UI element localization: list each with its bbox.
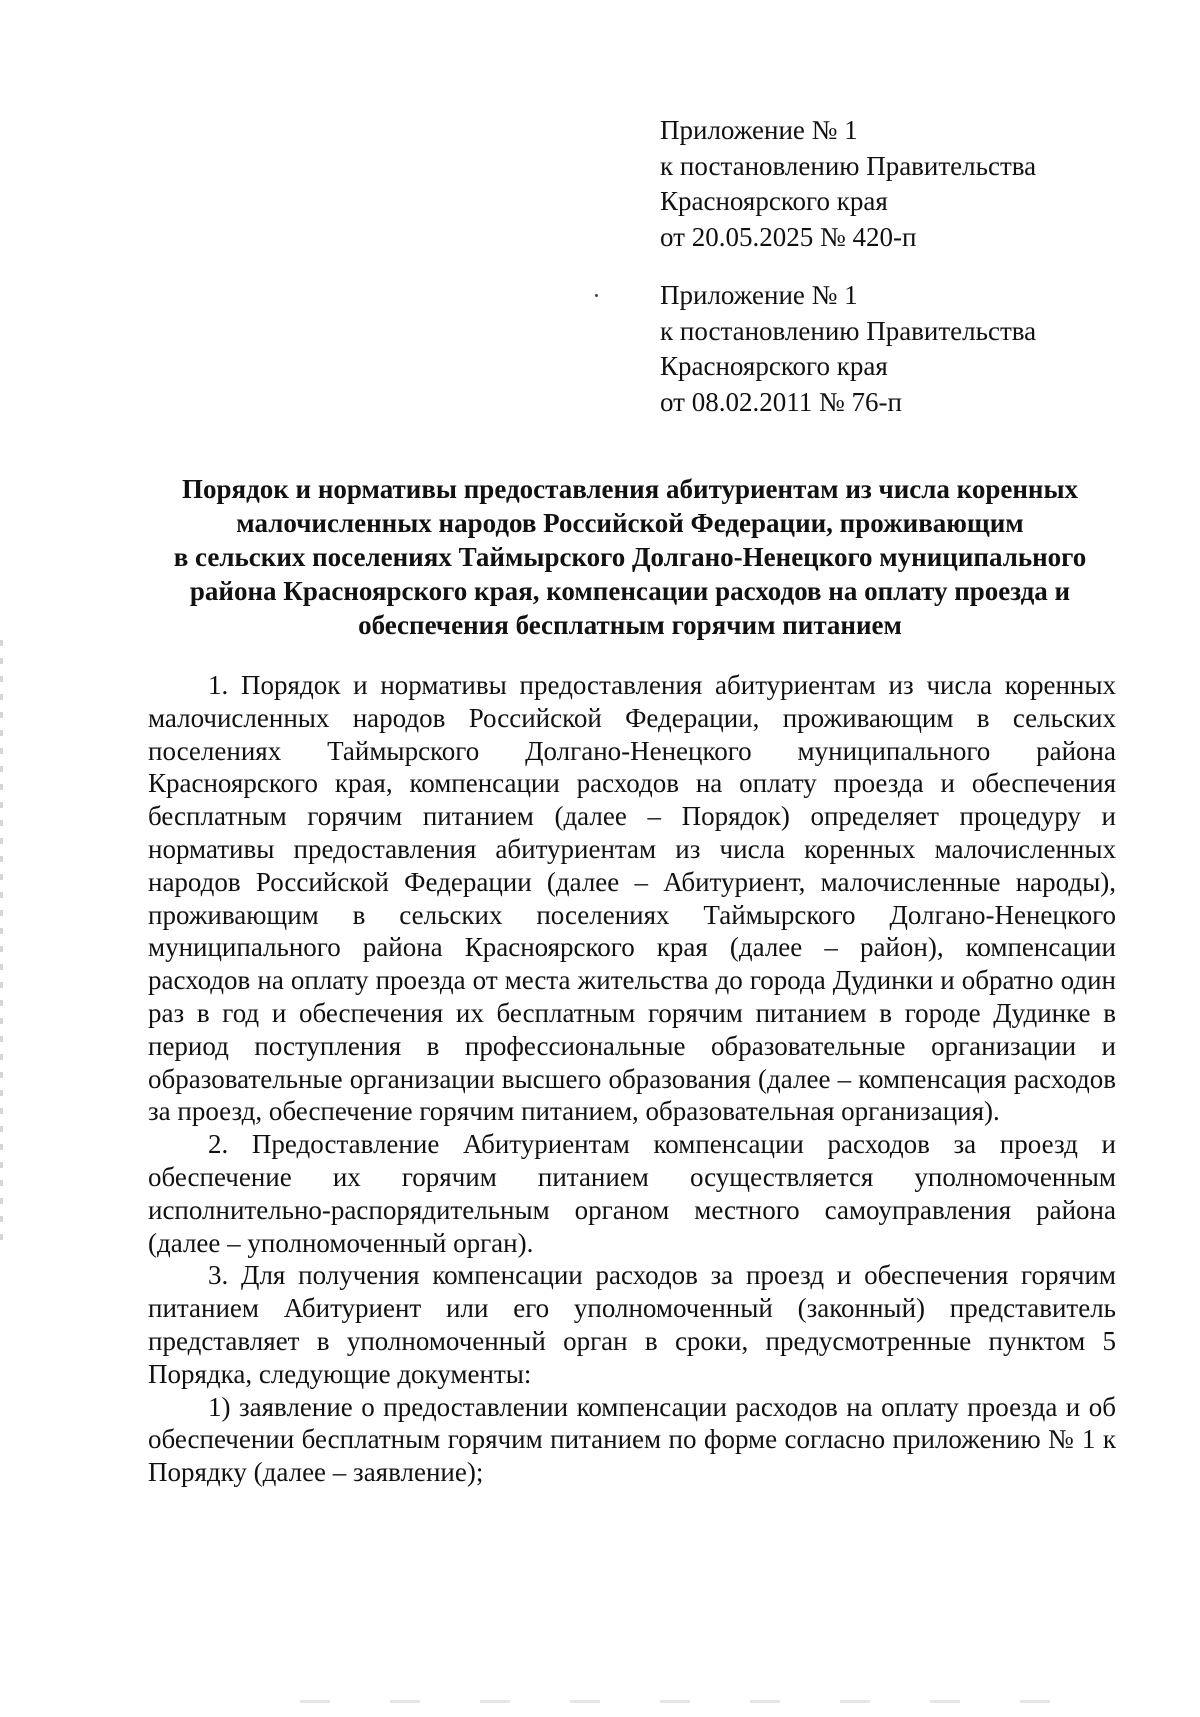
appendix-line: Красноярского края bbox=[660, 186, 888, 216]
appendix-note-original bbox=[660, 278, 1130, 420]
scan-dot bbox=[595, 294, 598, 297]
paragraph-3-item-1: 1) заявление о предоставлении компенсации расходов на оплату проезда и об обеспечении бесплатным горячим питанием по форме согласно приложению № 1 к Порядку (далее – заявление); bbox=[148, 1391, 1116, 1488]
title-line: района Красноярского края, компенсации расходов на оплату проезда и bbox=[189, 576, 1071, 606]
appendix-line: Красноярского края bbox=[660, 351, 888, 381]
paragraph-1: 1. Порядок и нормативы предоставления абитуриентам из числа коренных малочисленных народов Российской Федерации, проживающим в сельских поселениях Таймырского Долгано-Ненецкого муниципального района Красноярского края, компенсации расходов на оплату проезда и обеспечения бесплатным горячим питанием (далее – Порядок) определяет процедуру и нормативы предоставления абитуриентам из числа коренных малочисленных народов Российской Федерации (далее – Абитуриент, малочисленные народы), проживающим в сельских поселениях Таймырского Долгано-Ненецкого муниципального района Красноярского края (далее – район), компенсации расходов на оплату проезда от места жительства до города Дудинки и обратно один раз в год и обеспечения их бесплатным горячим питанием в городе Дудинке в период поступления в профессиональные образовательные организации и образовательные организации высшего образования (далее – компенсация расходов за проезд, обеспечение горячим питанием, образовательная организация). bbox=[148, 670, 1116, 1127]
appendix-line: к постановлению Правительства bbox=[660, 150, 1037, 181]
appendix-line: к постановлению Правительства bbox=[660, 315, 1037, 346]
appendix-line: от 20.05.2025 № 420-п bbox=[660, 221, 917, 252]
appendix-line: Приложение № 1 bbox=[660, 280, 858, 310]
appendix-line: Приложение № 1 bbox=[660, 115, 858, 145]
document-title bbox=[140, 472, 1120, 642]
scan-edge-marks bbox=[0, 640, 3, 1240]
title-line: Порядок и нормативы предоставления абитуриентам из числа коренных bbox=[181, 474, 1079, 504]
scan-bottom-marks bbox=[300, 1700, 1100, 1703]
paragraph-2: 2. Предоставление Абитуриентам компенсации расходов за проезд и обеспечение их горячим питанием осуществляется уполномоченным исполнительно-распорядительным органом местного самоуправления района (далее – уполномоченный орган). bbox=[148, 1129, 1116, 1258]
appendix-line: от 08.02.2011 № 76-п bbox=[660, 386, 902, 417]
title-line: малочисленных народов Российской Федерации, проживающим bbox=[236, 508, 1024, 538]
appendix-note-current bbox=[660, 113, 1130, 255]
paragraph-3: 3. Для получения компенсации расходов за проезд и обеспечения горячим питанием Абитуриент или его уполномоченный (законный) представитель представляет в уполномоченный орган в сроки, предусмотренные пунктом 5 Порядка, следующие документы: bbox=[148, 1260, 1116, 1389]
title-line: обеспечения бесплатным горячим питанием bbox=[358, 610, 902, 640]
document-body bbox=[148, 669, 1116, 1489]
title-line: в сельских поселениях Таймырского Долгано-Ненецкого муниципального bbox=[173, 542, 1087, 572]
